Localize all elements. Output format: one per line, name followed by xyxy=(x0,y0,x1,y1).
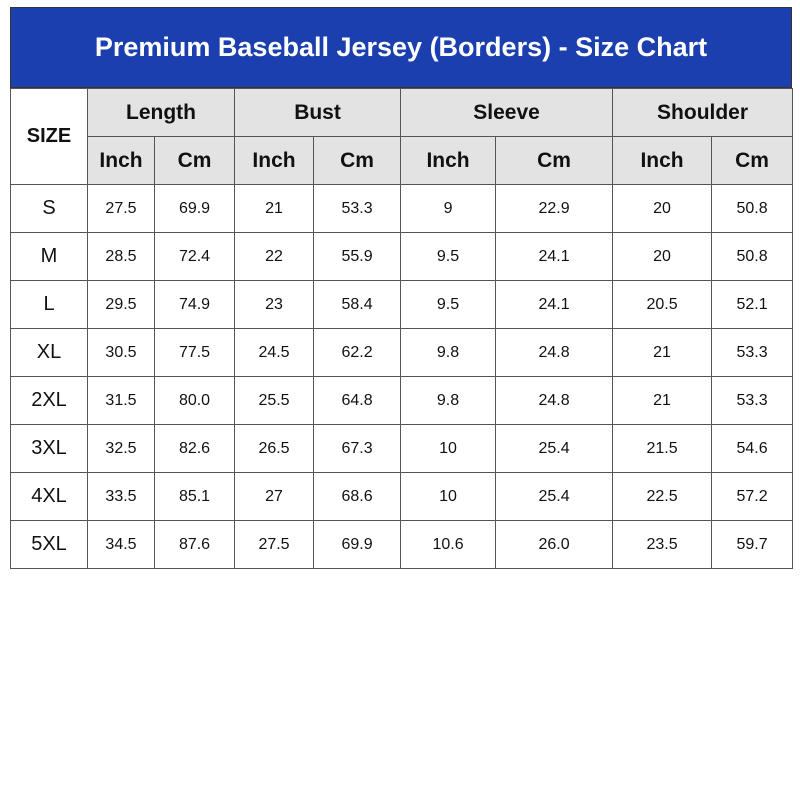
table-cell: 50.8 xyxy=(712,185,793,233)
table-cell: 26.5 xyxy=(235,425,314,473)
unit-header-inch: Inch xyxy=(613,137,712,185)
size-cell: 5XL xyxy=(11,521,88,569)
table-row xyxy=(11,329,793,377)
table-row xyxy=(11,185,793,233)
table-cell: 33.5 xyxy=(88,473,155,521)
table-cell: 27 xyxy=(235,473,314,521)
unit-header-cm: Cm xyxy=(712,137,793,185)
size-cell: 4XL xyxy=(11,473,88,521)
table-cell: 24.1 xyxy=(496,233,613,281)
size-cell: XL xyxy=(11,329,88,377)
table-row xyxy=(11,377,793,425)
table-cell: 64.8 xyxy=(314,377,401,425)
table-cell: 72.4 xyxy=(155,233,235,281)
size-header: SIZE xyxy=(11,89,88,185)
table-cell: 32.5 xyxy=(88,425,155,473)
table-cell: 69.9 xyxy=(314,521,401,569)
table-cell: 22 xyxy=(235,233,314,281)
table-cell: 34.5 xyxy=(88,521,155,569)
table-cell: 54.6 xyxy=(712,425,793,473)
unit-header-cm: Cm xyxy=(155,137,235,185)
table-cell: 27.5 xyxy=(235,521,314,569)
group-header-bust: Bust xyxy=(235,89,401,137)
size-cell: M xyxy=(11,233,88,281)
table-cell: 68.6 xyxy=(314,473,401,521)
table-row xyxy=(11,425,793,473)
size-cell: L xyxy=(11,281,88,329)
table-cell: 87.6 xyxy=(155,521,235,569)
unit-header-cm: Cm xyxy=(496,137,613,185)
table-cell: 27.5 xyxy=(88,185,155,233)
table-cell: 20.5 xyxy=(613,281,712,329)
table-cell: 24.8 xyxy=(496,377,613,425)
table-cell: 22.9 xyxy=(496,185,613,233)
table-cell: 22.5 xyxy=(613,473,712,521)
table-cell: 62.2 xyxy=(314,329,401,377)
table-cell: 10 xyxy=(401,473,496,521)
group-header-shoulder: Shoulder xyxy=(613,89,793,137)
table-cell: 24.8 xyxy=(496,329,613,377)
table-cell: 58.4 xyxy=(314,281,401,329)
table-cell: 23 xyxy=(235,281,314,329)
table-cell: 9.8 xyxy=(401,377,496,425)
table-cell: 31.5 xyxy=(88,377,155,425)
size-chart xyxy=(10,7,792,569)
unit-header-inch: Inch xyxy=(235,137,314,185)
table-cell: 29.5 xyxy=(88,281,155,329)
table-cell: 57.2 xyxy=(712,473,793,521)
size-cell: 3XL xyxy=(11,425,88,473)
table-row xyxy=(11,473,793,521)
table-row xyxy=(11,281,793,329)
table-cell: 9 xyxy=(401,185,496,233)
table-cell: 59.7 xyxy=(712,521,793,569)
unit-header-cm: Cm xyxy=(314,137,401,185)
table-cell: 10 xyxy=(401,425,496,473)
table-cell: 10.6 xyxy=(401,521,496,569)
table-cell: 74.9 xyxy=(155,281,235,329)
chart-title: Premium Baseball Jersey (Borders) - Size Chart xyxy=(10,7,792,88)
group-header-length: Length xyxy=(88,89,235,137)
table-cell: 24.5 xyxy=(235,329,314,377)
table-cell: 25.4 xyxy=(496,473,613,521)
table-cell: 53.3 xyxy=(314,185,401,233)
table-row xyxy=(11,233,793,281)
table-cell: 53.3 xyxy=(712,329,793,377)
table-cell: 20 xyxy=(613,185,712,233)
table-cell: 21.5 xyxy=(613,425,712,473)
group-header-sleeve: Sleeve xyxy=(401,89,613,137)
table-cell: 26.0 xyxy=(496,521,613,569)
table-cell: 25.4 xyxy=(496,425,613,473)
size-cell: 2XL xyxy=(11,377,88,425)
unit-header-inch: Inch xyxy=(401,137,496,185)
table-cell: 77.5 xyxy=(155,329,235,377)
table-cell: 55.9 xyxy=(314,233,401,281)
table-cell: 80.0 xyxy=(155,377,235,425)
table-cell: 67.3 xyxy=(314,425,401,473)
unit-header-row xyxy=(11,137,793,185)
table-cell: 50.8 xyxy=(712,233,793,281)
table-cell: 25.5 xyxy=(235,377,314,425)
unit-header-inch: Inch xyxy=(88,137,155,185)
table-cell: 82.6 xyxy=(155,425,235,473)
table-cell: 21 xyxy=(613,329,712,377)
table-cell: 30.5 xyxy=(88,329,155,377)
table-row xyxy=(11,521,793,569)
table-cell: 9.5 xyxy=(401,233,496,281)
table-cell: 28.5 xyxy=(88,233,155,281)
table-cell: 85.1 xyxy=(155,473,235,521)
table-cell: 23.5 xyxy=(613,521,712,569)
table-cell: 21 xyxy=(613,377,712,425)
size-cell: S xyxy=(11,185,88,233)
table-cell: 69.9 xyxy=(155,185,235,233)
table-cell: 21 xyxy=(235,185,314,233)
table-cell: 9.8 xyxy=(401,329,496,377)
table-cell: 20 xyxy=(613,233,712,281)
size-table xyxy=(10,88,793,569)
table-cell: 53.3 xyxy=(712,377,793,425)
table-cell: 9.5 xyxy=(401,281,496,329)
table-cell: 52.1 xyxy=(712,281,793,329)
group-header-row xyxy=(11,89,793,137)
table-cell: 24.1 xyxy=(496,281,613,329)
